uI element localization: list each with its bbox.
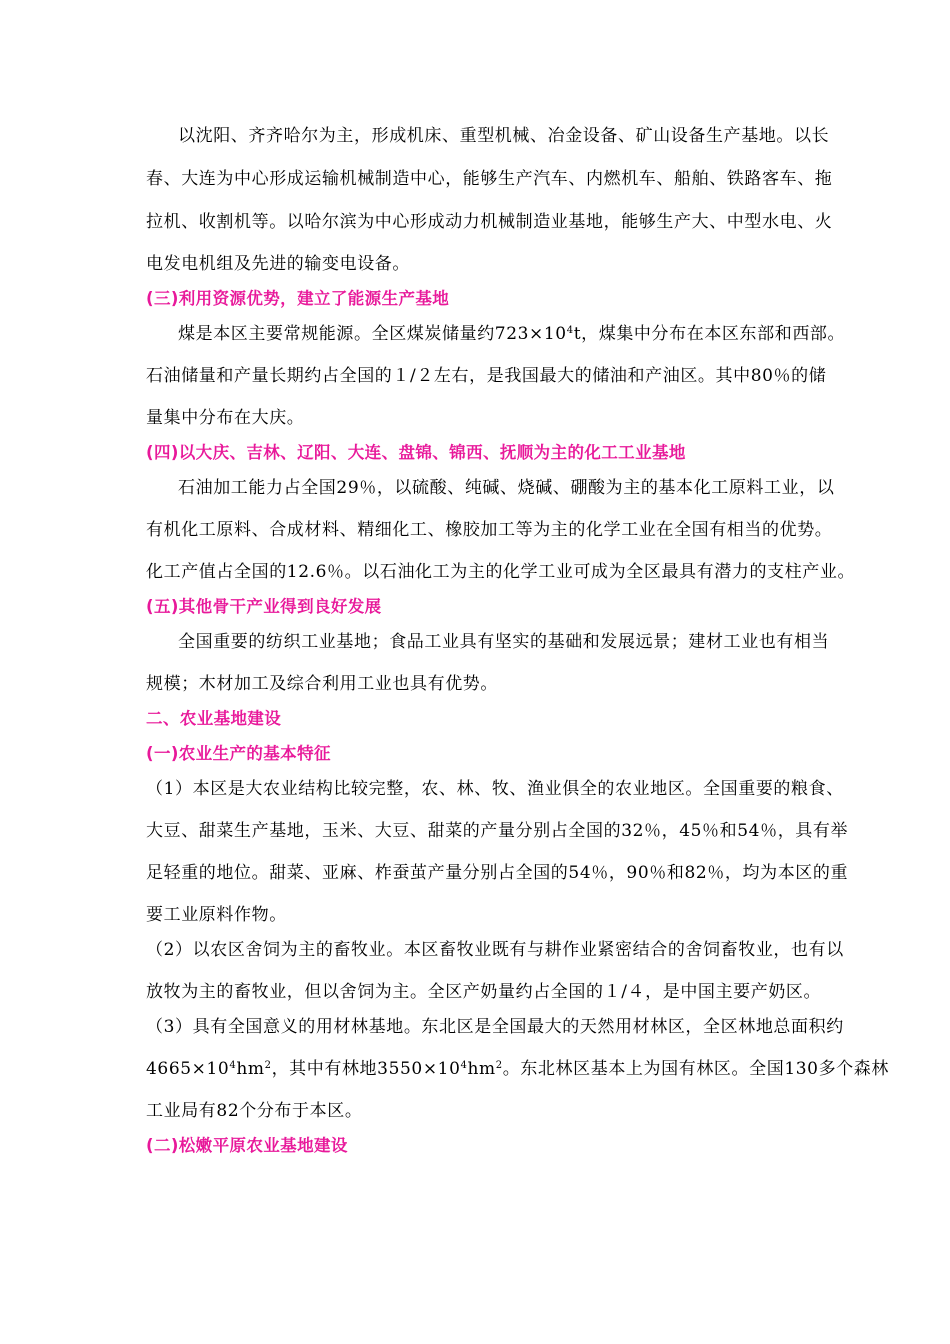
paragraph-line: 全国重要的纺织工业基地；食品工业具有坚实的基础和发展远景；建材工业也有相当	[178, 632, 830, 652]
superscript: 2	[264, 1060, 272, 1071]
section-heading: (三)利用资源优势，建立了能源生产基地	[146, 289, 450, 308]
paragraph-line: 量集中分布在大庆。	[146, 408, 305, 428]
text-run: 4665×10	[146, 1059, 230, 1079]
section-heading: (二)松嫩平原农业基地建设	[146, 1136, 348, 1155]
paragraph-line: 大豆、甜菜生产基地，玉米、大豆、甜菜的产量分别占全国的32％，45％和54％，具有举	[146, 821, 849, 841]
paragraph-line: 以沈阳、齐齐哈尔为主，形成机床、重型机械、冶金设备、矿山设备生产基地。以长	[178, 126, 830, 146]
paragraph-line: 规模；木材加工及综合利用工业也具有优势。	[146, 674, 498, 694]
paragraph-line: 放牧为主的畜牧业，但以舍饲为主。全区产奶量约占全国的１/４，是中国主要产奶区。	[146, 982, 822, 1002]
paragraph-line: 春、大连为中心形成运输机械制造中心，能够生产汽车、内燃机车、船舶、铁路客车、拖	[146, 169, 833, 189]
superscript: 4	[229, 1060, 237, 1071]
section-heading: (一)农业生产的基本特征	[146, 744, 331, 763]
paragraph-line: （2）以农区舍饲为主的畜牧业。本区畜牧业既有与耕作业紧密结合的舍饲畜牧业，也有以	[146, 940, 844, 960]
text-run: 。东北林区基本上为国有林区。全国130多个森林	[502, 1059, 889, 1079]
paragraph-line	[178, 324, 845, 344]
paragraph-line: 拉机、收割机等。以哈尔滨为中心形成动力机械制造业基地，能够生产大、中型水电、火	[146, 212, 833, 232]
paragraph-line: 电发电机组及先进的输变电设备。	[146, 254, 410, 274]
section-heading: (五)其他骨干产业得到良好发展	[146, 597, 382, 616]
paragraph-line: 有机化工原料、合成材料、精细化工、橡胶加工等为主的化学工业在全国有相当的优势。	[146, 520, 833, 540]
text-run: ，其中有林地3550×10	[271, 1059, 461, 1079]
text-run: 煤是本区主要常规能源。全区煤炭储量约723×10	[178, 324, 567, 344]
paragraph-line: 足轻重的地位。甜菜、亚麻、柞蚕茧产量分别占全国的54％，90％和82％，均为本区的重	[146, 863, 849, 883]
section-heading: (四)以大庆、吉林、辽阳、大连、盘锦、锦西、抚顺为主的化工工业基地	[146, 443, 686, 462]
paragraph-line: 石油储量和产量长期约占全国的１/２左右，是我国最大的储油和产油区。其中80％的储	[146, 366, 827, 386]
text-run: t，煤集中分布在本区东部和西部。	[573, 324, 846, 344]
paragraph-line	[146, 1059, 889, 1079]
superscript: 2	[495, 1060, 503, 1071]
paragraph-line: 要工业原料作物。	[146, 905, 287, 925]
superscript: 4	[566, 325, 574, 336]
text-run: hm	[467, 1059, 496, 1079]
paragraph-line: 石油加工能力占全国29％，以硫酸、纯碱、烧碱、硼酸为主的基本化工原料工业，以	[178, 478, 835, 498]
paragraph-line: 工业局有82个分布于本区。	[146, 1101, 363, 1121]
paragraph-line: 化工产值占全国的12.6％。以石油化工为主的化学工业可成为全区最具有潜力的支柱产业。	[146, 562, 856, 582]
section-heading: 二、农业基地建设	[146, 709, 282, 728]
paragraph-line: （1）本区是大农业结构比较完整，农、林、牧、渔业俱全的农业地区。全国重要的粮食、	[146, 779, 844, 799]
paragraph-line: （3）具有全国意义的用材林基地。东北区是全国最大的天然用材林区，全区林地总面积约	[146, 1017, 844, 1037]
superscript: 4	[460, 1060, 468, 1071]
text-run: hm	[236, 1059, 265, 1079]
